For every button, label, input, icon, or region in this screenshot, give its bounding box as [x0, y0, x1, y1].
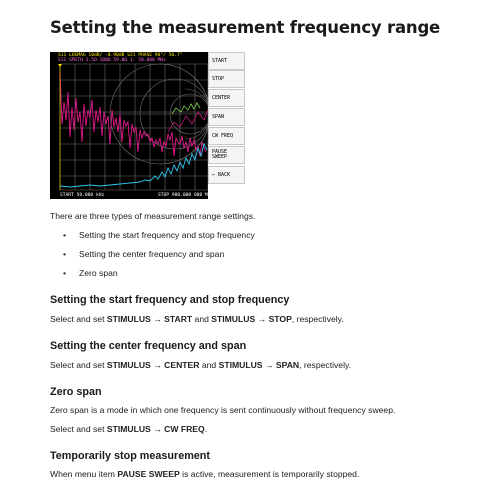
intro-text: There are three types of measurement range settings.	[50, 211, 256, 221]
list-item: • Zero span	[63, 268, 118, 278]
section-text: Select and set STIMULUS → CW FREQ.	[50, 424, 208, 434]
list-item: • Setting the start frequency and stop frequency	[63, 230, 255, 240]
section-text: Select and set STIMULUS → START and STIMULUS → STOP, respectively.	[50, 314, 344, 324]
menu-span-button[interactable]: SPAN	[208, 108, 245, 126]
section-heading-center-span: Setting the center frequency and span	[50, 340, 247, 352]
menu-pause-sweep-button[interactable]: PAUSE SWEEP	[208, 146, 245, 164]
trace-s21-phase	[168, 110, 208, 132]
list-item: • Setting the center frequency and span	[63, 249, 225, 259]
menu-stop-button[interactable]: STOP	[208, 70, 245, 88]
section-text: Zero span is a mode in which one frequency is sent continuously without frequency sweep.	[50, 405, 396, 415]
screen-header-line1: S11 LOGMAG 10dB/ -0.90dB S21 PHASE 90°/ 50.7°	[58, 53, 183, 58]
trace-smith	[172, 103, 200, 114]
screen-footer-start: START 50.000 kHz	[60, 193, 105, 198]
menu-back-button[interactable]: ← BACK	[208, 166, 245, 184]
screen-footer-stop: STOP 900.000 000 MHz	[158, 193, 214, 198]
section-heading-pause: Temporarily stop measurement	[50, 450, 211, 462]
trace-s21-logmag	[60, 144, 207, 187]
section-heading-start-stop: Setting the start frequency and stop frequency	[50, 294, 290, 306]
marker-icon	[58, 64, 62, 67]
screen-header-line2: S11 SMITH 1.5Ω 100Ω 59.0Ω 1: 50.000 MHz	[58, 58, 166, 63]
menu-center-button[interactable]: CENTER	[208, 89, 245, 107]
page-title: Setting the measurement frequency range	[50, 18, 441, 37]
section-text: When menu item PAUSE SWEEP is active, measurement is temporarily stopped.	[50, 469, 360, 479]
menu-start-button[interactable]: START	[208, 52, 245, 70]
section-heading-zero-span: Zero span	[50, 386, 102, 398]
menu-cw-freq-button[interactable]: CW FREQ	[208, 127, 245, 145]
section-text: Select and set STIMULUS → CENTER and STIMULUS → SPAN, respectively.	[50, 360, 352, 370]
